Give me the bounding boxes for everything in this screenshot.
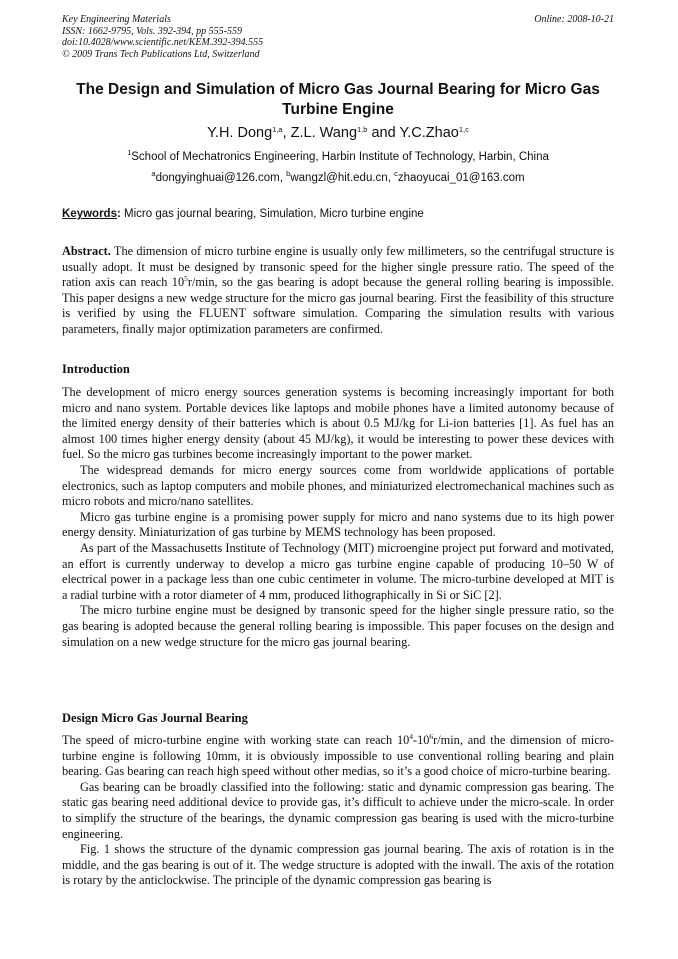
abstract-label: Abstract. (62, 244, 111, 258)
author-name: Y.C.Zhao (399, 125, 459, 141)
paragraph: The development of micro energy sources generation systems is becoming increasingly important for both micro and nano system. Portable devices like laptops and mobile phones have a limited autonomy because of the limited energy density of their batteries which is about 0.5 MJ/kg for Li-ion batteries [1]. As fuel has an almost 100 times higher energy density (about 45 MJ/kg), it would be interesting to power these devices with fuel. So the micro gas turbines become increasingly important to the power market. (62, 385, 614, 462)
author-list: Y.H. Dong$^{1,a}$, Z.L. Wang$^{1,b}$ and Y.C.Zhao$^{1,c}$ (207, 125, 469, 141)
journal-header (62, 14, 614, 60)
author-superscript: 1,b (357, 125, 368, 134)
issn-line: ISSN: 1662-9795, Vols. 392-394, pp 555-559 (62, 25, 242, 37)
author-name: Y.H. Dong (207, 125, 273, 141)
introduction-body (62, 385, 614, 650)
author-superscript: 1,c (458, 125, 469, 134)
affiliation: $^1$School of Mechatronics Engineering, Harbin Institute of Technology, Harbin, China (127, 148, 549, 163)
author-name: Z.L. Wang (290, 125, 358, 141)
abstract: Abstract. The dimension of micro turbine engine is usually only few millimeters, so the centrifugal structure is usually adopt. It must be designed by transonic speed for the higher single pressure ratio. The speed of the ration axis can reach $10^5r/\min$, so the gas bearing is adopt because the general rolling bearing is impossible. This paper designs a new wedge structure for the micro gas journal bearing. First the feasibility of this structure is verified by using the FLUENT software simulation. Comparing the simulation results with various parameters, finally major optimization parameters are confirmed. (62, 244, 614, 336)
copyright-line: © 2009 Trans Tech Publications Ltd, Switzerland (62, 48, 260, 60)
email-address: zhaoyucai_01@163.com (397, 172, 525, 184)
doi-line: doi:10.4028/www.scientific.net/KEM.392-394.555 (62, 37, 264, 48)
email-address: wangzl@hit.edu.cn (290, 172, 388, 184)
paragraph: Fig. 1 shows the structure of the dynamic compression gas journal bearing. The axis of rotation is in the middle, and the gas bearing is out of it. The wedge structure is adopted with the inwall. The axis of the rotation is rotary by the anticlockwise. The principle of the dynamic compression gas bearing is (62, 842, 614, 888)
paragraph: The speed of micro-turbine engine with working state can reach $10^4-10^6r/\min$, and the dimension of micro-turbine engine is following 10mm, it is obviously impossible to use conventional rolling bearing and plain bearing. Gas bearing can reach high speed without other medias, so it’s a good choice of micro-turbine bearing. (62, 732, 614, 779)
paragraph: Gas bearing can be broadly classified into the following: static and dynamic compression gas bearing. The static gas bearing need additional device to provide gas, it’s difficult to achieve under the micro-scale. In order to simplify the structure of the bearings, the dynamic compression gas bearing is used with the micro-turbine engineering. (62, 779, 614, 841)
section-heading-introduction: Introduction (62, 362, 130, 376)
paragraph: The micro turbine engine must be designed by transonic speed for the higher single pressure ratio, so the gas bearing is adopted because the general rolling bearing is impossible. This paper focuses on the design and simulation on a new wedge structure for the micro gas journal bearing. (62, 603, 614, 649)
paragraph: Micro gas turbine engine is a promising power supply for micro and nano systems due to its high power energy density. Miniaturization of gas turbine by MEMS technology has been proposed. (62, 509, 614, 540)
online-date: Online: 2008-10-21 (534, 14, 614, 25)
journal-name: Key Engineering Materials (62, 14, 171, 25)
author-superscript: 1,a (272, 125, 283, 134)
email-address: dongyinghuai@126.com (155, 172, 280, 184)
section-heading-design: Design Micro Gas Journal Bearing (62, 711, 248, 725)
paragraph: The widespread demands for micro energy sources come from worldwide applications of portable electronics, such as laptop computers and mobile phones, and miniaturized electromechanical machines such as micro robots and micro/nano satellites. (62, 462, 614, 509)
keywords-text: Micro gas journal bearing, Simulation, Micro turbine engine (120, 208, 424, 220)
email-list: $^a$dongyinghuai@126.com, $^b$wangzl@hit.edu.cn, $^c$zhaoyucai_01@163.com (151, 169, 525, 184)
design-body (62, 733, 614, 889)
keywords-label: Keywords (62, 208, 117, 220)
paper-title: The Design and Simulation of Micro Gas Journal Bearing for Micro Gas Turbine Engine (76, 81, 600, 118)
paragraph: As part of the Massachusetts Institute of Technology (MIT) microengine project put forward and motivated, an effort is currently underway to develop a micro gas turbine engine capable of producing 10–50 W of electrical power in a package less than one cubic centimeter in volume. The micro-turbine developed at MIT is a radial turbine with a rotor diameter of 4 mm, produced lithographically in Si or SiC [2]. (62, 540, 614, 602)
keywords: Keywords: Micro gas journal bearing, Simulation, Micro turbine engine (62, 208, 424, 220)
